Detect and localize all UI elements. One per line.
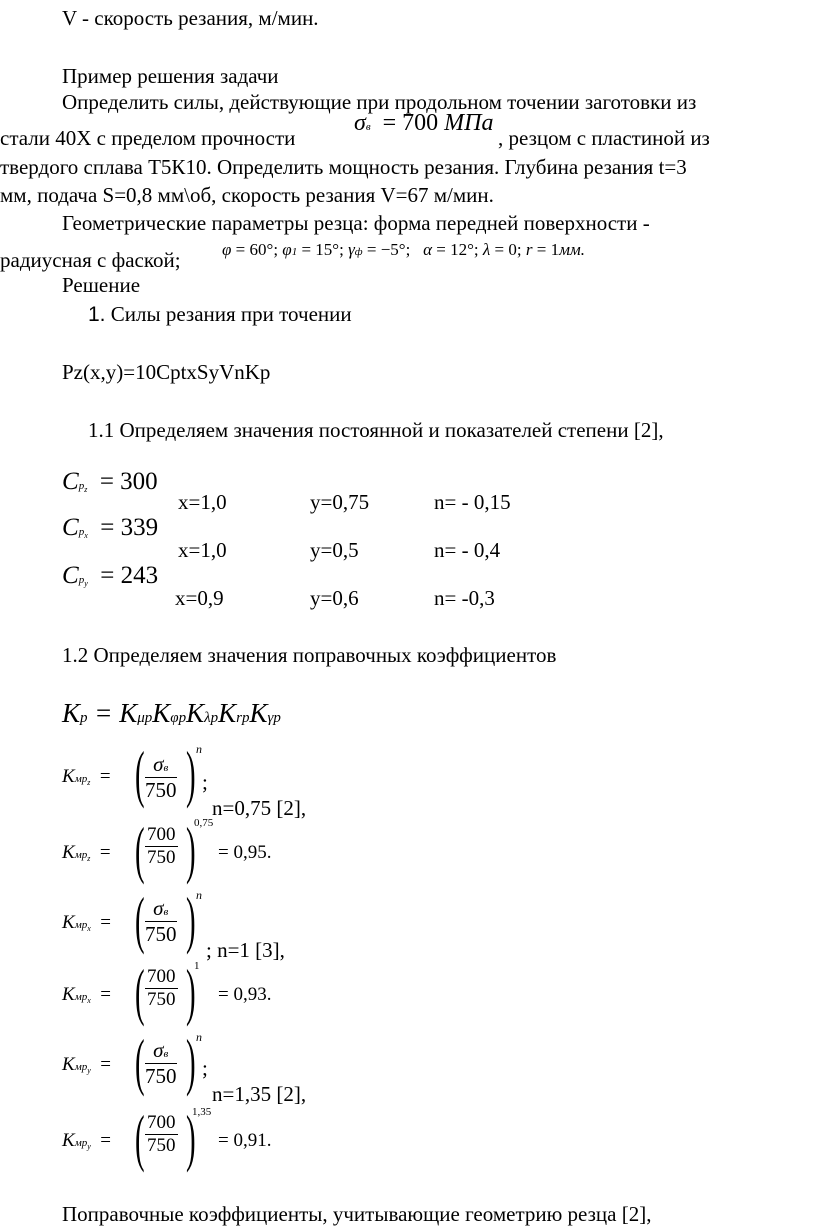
cpx-y: y=0,5	[310, 538, 359, 562]
kmpz-result: = 0,95.	[218, 842, 272, 863]
kmpz-semicolon: ;	[202, 770, 208, 794]
kmpx-exp2: 1	[194, 960, 200, 972]
kmpz-num-lhs: Kмр$_z$ =	[62, 842, 111, 864]
cp-z: $Cp_z = 300$	[62, 468, 158, 495]
task-line-1: Определить силы, действующие при продольном точении заготовки из	[62, 90, 697, 114]
cp-y: $Cp_y = 243$	[62, 562, 159, 589]
cpx-n: n= - 0,4	[434, 538, 501, 562]
task-line-2a: стали 40Х с пределом прочности	[0, 126, 296, 150]
kmpy-num-lhs: Kмр$_y$ =	[62, 1130, 111, 1152]
kmpy-fraction: σв 750	[145, 1038, 177, 1088]
kmpx-num-lhs: Kмр$_x$ =	[62, 984, 111, 1006]
kp-product-formula: Kp = KμрKφрKλрKrрKγр	[62, 698, 281, 728]
cpy-n: n= -0,3	[434, 586, 495, 610]
speed-definition: V - скорость резания, м/мин.	[62, 6, 319, 30]
step1-heading: 1. Силы резания при точении	[88, 302, 352, 326]
kmpz-exp2: 0,75	[194, 817, 214, 829]
kmpz-exp: n	[196, 742, 202, 756]
kmpy-num-fraction: $\frac{700}{750}$	[147, 1112, 176, 1156]
cpz-x: x=1,0	[178, 490, 227, 514]
cpz-n: n= - 0,15	[434, 490, 511, 514]
sigma-formula: σв = 700 МПа	[354, 110, 494, 136]
kmpx-note: ; n=1 [3],	[206, 938, 285, 962]
kmpx-lhs: Kмр$_x$ =	[62, 912, 111, 934]
cpx-x: x=1,0	[178, 538, 227, 562]
kmpx-exp: n	[196, 888, 202, 902]
kmpy-exp2: 1,35	[192, 1106, 212, 1118]
step12-heading: 1.2 Определяем значения поправочных коэффициентов	[62, 643, 557, 667]
kmpz-num-fraction: $\frac{700}{750}$	[147, 824, 176, 868]
cp-x: $Cp_x = 339$	[62, 514, 159, 541]
cpz-y: y=0,75	[310, 490, 370, 514]
kmpz-note: n=0,75 [2],	[212, 796, 307, 820]
kmpz-lhs: Kмр$_z$ =	[62, 766, 111, 788]
kmpy-result: = 0,91.	[218, 1130, 272, 1151]
task-line-4: мм, подача S=0,8 мм\об, скорость резания V=67 м/мин.	[0, 183, 494, 207]
kmpy-semicolon: ;	[202, 1056, 208, 1080]
geom-line-1: Геометрические параметры резца: форма передней поверхности -	[62, 211, 650, 235]
kmpx-num-fraction: $\frac{700}{750}$	[147, 966, 176, 1010]
force-formula: Pz(x,y)=10CptxSyVnKp	[62, 360, 271, 384]
kmpy-lhs: Kмр$_y$ =	[62, 1054, 111, 1076]
geom-line-2: радиусная с фаской;	[0, 248, 181, 272]
task-line-3: твердого сплава Т5К10. Определить мощность резания. Глубина резания t=3	[0, 155, 687, 179]
footer-line: Поправочные коэффициенты, учитывающие геометрию резца [2],	[62, 1202, 652, 1226]
kmpz-fraction: σв 750	[145, 752, 177, 802]
kmpy-exp: n	[196, 1030, 202, 1044]
kmpy-note: n=1,35 [2],	[212, 1082, 307, 1106]
solution-heading: Решение	[62, 273, 141, 297]
cpy-x: x=0,9	[175, 586, 224, 610]
step11-heading: 1.1 Определяем значения постоянной и показателей степени [2],	[88, 418, 664, 442]
cpy-y: y=0,6	[310, 586, 359, 610]
kmpx-result: = 0,93.	[218, 984, 272, 1005]
geometry-params: φ = 60°; φ1 = 15°; γф = −5°; α = 12°; λ = 0; r = 1мм.	[222, 240, 586, 259]
example-title: Пример решения задачи	[62, 64, 279, 88]
kmpx-fraction: σв 750	[145, 896, 177, 946]
task-line-2b: , резцом с пластиной из	[498, 126, 710, 150]
